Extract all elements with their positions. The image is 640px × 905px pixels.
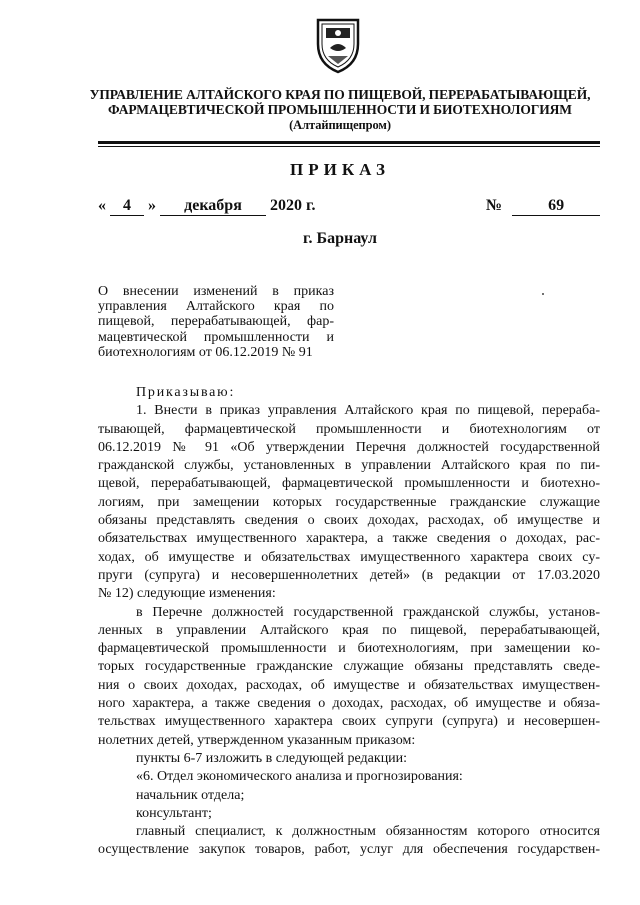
- subject-line: О внесении изменений в приказ: [98, 284, 334, 299]
- body-line: пруги (супруга) и несовершеннолетних детей» (в редакции от 17.03.2020: [98, 567, 600, 583]
- order-number: 69: [512, 197, 600, 216]
- body-line: щевой, перерабатывающей, фармацевтической промышленности и биотехно-: [98, 476, 600, 492]
- order-city: г. Барнаул: [303, 230, 377, 247]
- body-line: 1. Внести в приказ управления Алтайского края по пищевой, перераба-: [136, 403, 600, 419]
- org-name-line-2: ФАРМАЦЕВТИЧЕСКОЙ ПРОМЫШЛЕННОСТИ И БИОТЕХНОЛОГИЯМ: [108, 102, 572, 117]
- order-date: [98, 196, 315, 216]
- subject-line: биотехнологиям от 06.12.2019 № 91: [98, 344, 313, 360]
- body-line: логиям, при замещении которых государственные гражданские служащие: [98, 494, 600, 510]
- body-line: в Перечне должностей государственной гражданской службы, установ-: [136, 604, 600, 620]
- body-line: тывающей, фармацевтической промышленности и биотехнологиям от: [98, 421, 600, 437]
- altai-krai-coat-of-arms-icon: [314, 14, 362, 74]
- order-number-block: [486, 196, 600, 216]
- subject-line: управления Алтайского края по: [98, 299, 334, 315]
- org-short-name: (Алтайпищепром): [289, 118, 391, 132]
- body-line: ходах, об имуществе и обязательствах имущественного характера своих су-: [98, 549, 600, 565]
- document-title: ПРИКАЗ: [290, 160, 390, 179]
- date-quote-close: »: [148, 197, 156, 214]
- body-line: начальник отдела;: [136, 787, 245, 803]
- body-line: Приказываю:: [136, 385, 236, 400]
- body-line: ния о своих доходах, расходах, об имуществе и обязательствах имуществен-: [98, 677, 600, 693]
- order-day: 4: [110, 197, 144, 216]
- scan-speck: [542, 293, 544, 295]
- body-line: «6. Отдел экономического анализа и прогнозирования:: [136, 769, 463, 785]
- order-body: [98, 384, 600, 860]
- subject-line: мацевтической промышленности и: [98, 329, 334, 345]
- date-quote-open: «: [98, 197, 106, 214]
- body-line: гражданской службы, установленных в управлении Алтайского края по пи-: [98, 458, 600, 474]
- body-line: обязаны представлять сведения о своих доходах, расходах, об имуществе и: [98, 513, 600, 529]
- body-line: осуществление закупок товаров, работ, услуг для обеспечения государствен-: [98, 842, 600, 858]
- body-line: нолетних детей, утвержденном указанным приказом:: [98, 732, 416, 748]
- body-line: тельствах имущественного характера своих супруги (супруга) и несовершен-: [98, 714, 600, 730]
- body-line: пункты 6-7 изложить в следующей редакции:: [136, 750, 408, 766]
- order-month: декабря: [160, 197, 266, 216]
- header-divider-thin: [98, 146, 600, 147]
- body-line: консультант;: [136, 805, 212, 821]
- body-line: ного характера, а также сведения о доходах, расходах, об имуществе и обяза-: [98, 696, 600, 712]
- subject-line: пищевой, перерабатывающей, фар-: [98, 314, 334, 330]
- body-line: обязательствах имущественного характера, а также сведения о доходах, рас-: [98, 531, 600, 547]
- body-line: торых государственные гражданские служащие обязаны представлять сведе-: [98, 659, 600, 675]
- body-line: 06.12.2019 № 91 «Об утверждении Перечня должностей государственной: [98, 439, 600, 455]
- order-subject: [98, 284, 334, 360]
- body-line: фармацевтической промышленности и биотехнологиям, при замещении ко-: [98, 641, 600, 657]
- number-sign: №: [486, 197, 503, 214]
- body-line: ленных в управлении Алтайского края по пищевой, перерабатывающей,: [98, 622, 600, 638]
- header-divider-thick: [98, 141, 600, 144]
- order-year: 2020 г.: [270, 197, 316, 214]
- org-name-line-1: УПРАВЛЕНИЕ АЛТАЙСКОГО КРАЯ ПО ПИЩЕВОЙ, ПЕРЕРАБАТЫВАЮЩЕЙ,: [89, 87, 591, 102]
- body-line: главный специалист, к должностным обязанностям которого относится: [136, 824, 600, 840]
- body-line: № 12) следующие изменения:: [98, 586, 276, 602]
